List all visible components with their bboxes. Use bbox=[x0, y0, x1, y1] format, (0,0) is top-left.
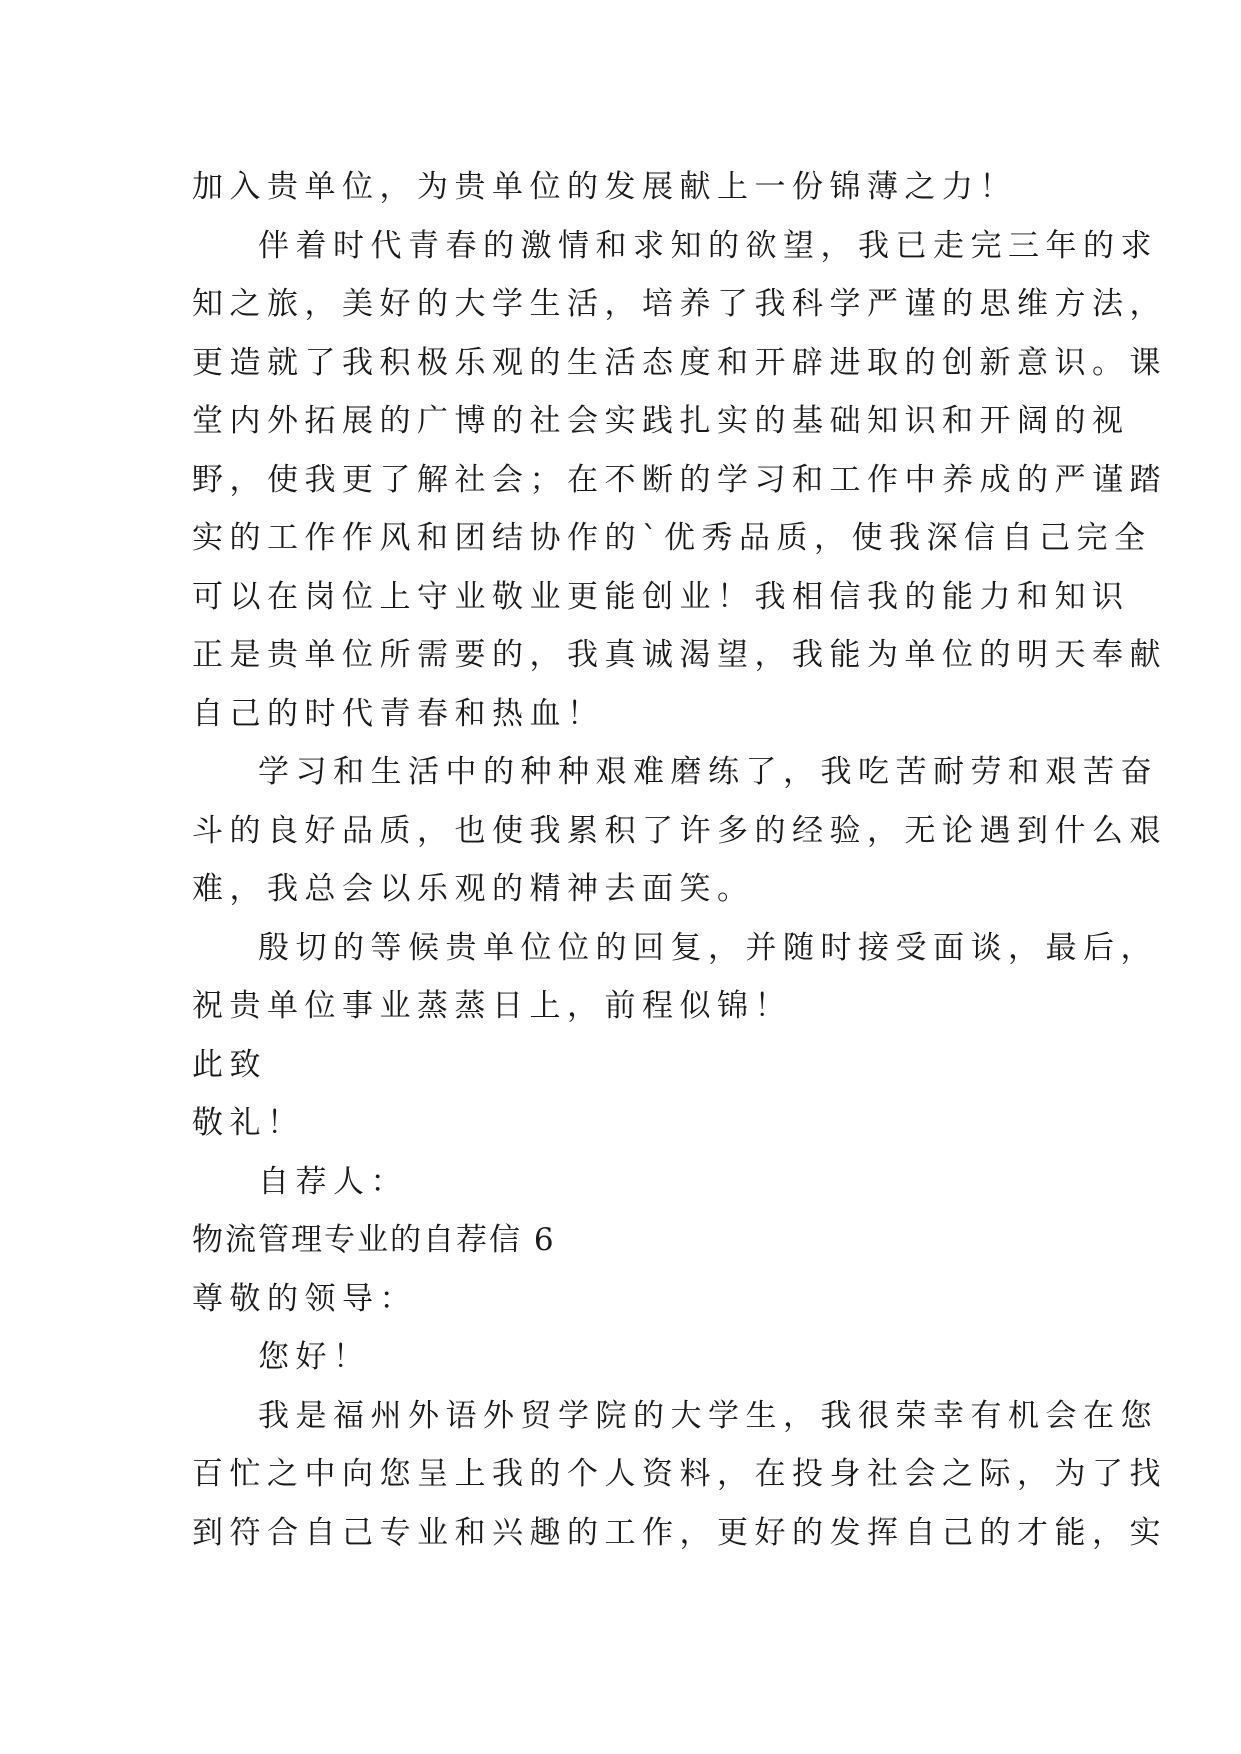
document-page bbox=[192, 158, 1167, 1562]
text-line: 到符合自己专业和兴趣的工作，更好的发挥自己的才能，实 bbox=[192, 1514, 1167, 1551]
text-line: 正是贵单位所需要的，我真诚渴望，我能为单位的明天奉献 bbox=[192, 637, 1167, 673]
greeting: 您好！ bbox=[258, 1339, 371, 1375]
greeting: 尊敬的领导： bbox=[192, 1280, 417, 1317]
closing-salutation: 敬礼！ bbox=[192, 1105, 305, 1141]
text-line: 堂内外拓展的广博的社会实践扎实的基础知识和开阔的视 bbox=[192, 403, 1130, 439]
section-title: 物流管理专业的自荐信 6 bbox=[192, 1222, 556, 1258]
text-line: 百忙之中向您呈上我的个人资料，在投身社会之际，为了找 bbox=[192, 1456, 1167, 1492]
text-line: 可以在岗位上守业敬业更能创业！我相信我的能力和知识 bbox=[192, 578, 1130, 615]
signature-label: 自荐人： bbox=[258, 1163, 408, 1200]
closing-salutation: 此致 bbox=[192, 1046, 267, 1083]
text-line: 知之旅，美好的大学生活，培养了我科学严谨的思维方法， bbox=[192, 286, 1167, 322]
text-line: 野，使我更了解社会；在不断的学习和工作中养成的严谨踏 bbox=[192, 461, 1167, 498]
text-line: 加入贵单位，为贵单位的发展献上一份锦薄之力！ bbox=[192, 169, 1017, 205]
text-line: 实的工作作风和团结协作的`优秀品质，使我深信自己完全 bbox=[192, 520, 1152, 556]
text-line: 斗的良好品质，也使我累积了许多的经验，无论遇到什么艰 bbox=[192, 812, 1167, 849]
text-line: 殷切的等候贵单位位的回复，并随时接受面谈，最后， bbox=[258, 929, 1158, 966]
text-line: 更造就了我积极乐观的生活态度和开辟进取的创新意识。课 bbox=[192, 344, 1167, 381]
text-line: 学习和生活中的种种艰难磨练了，我吃苦耐劳和艰苦奋 bbox=[258, 754, 1158, 790]
text-line: 伴着时代青春的激情和求知的欲望，我已走完三年的求 bbox=[258, 227, 1158, 264]
text-line: 我是福州外语外贸学院的大学生，我很荣幸有机会在您 bbox=[258, 1397, 1158, 1434]
text-line: 祝贵单位事业蒸蒸日上，前程似锦！ bbox=[192, 988, 792, 1024]
text-line: 自己的时代青春和热血！ bbox=[192, 695, 605, 732]
text-line: 难，我总会以乐观的精神去面笑。 bbox=[192, 871, 755, 907]
